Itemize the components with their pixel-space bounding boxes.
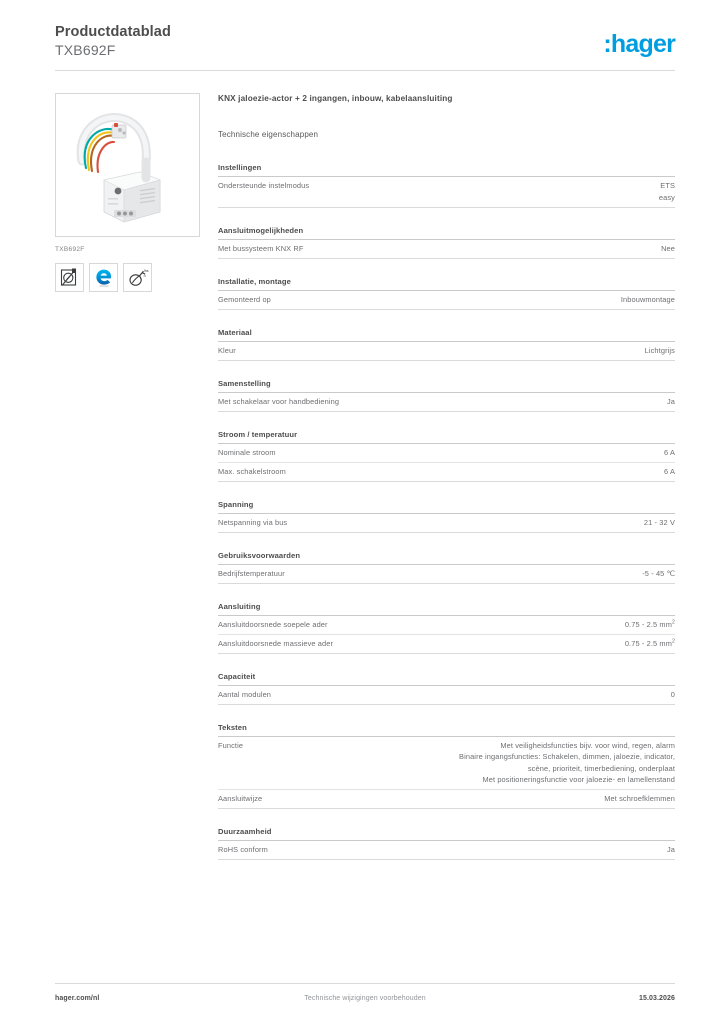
spec-label: Netspanning via bus xyxy=(218,517,288,527)
spec-label: Aansluitdoorsnede massieve ader xyxy=(218,638,334,648)
spec-row xyxy=(218,737,675,791)
section-heading: Spanning xyxy=(218,499,254,509)
spec-label: Max. schakelstroom xyxy=(218,466,286,476)
spec-label: Met schakelaar voor handbediening xyxy=(218,396,340,406)
spec-label: Gemonteerd op xyxy=(218,294,271,304)
spec-value-line: Inbouwmontage xyxy=(620,294,675,304)
svg-text:n: n xyxy=(143,273,146,278)
spec-label: Kleur xyxy=(218,345,236,355)
section-heading: Samenstelling xyxy=(218,378,271,388)
spec-value xyxy=(628,568,675,580)
spec-value xyxy=(611,638,675,650)
spec-value xyxy=(645,180,675,203)
footer-date: 15.03.2026 xyxy=(638,995,675,1002)
spec-value xyxy=(590,793,675,805)
spec-label: Aansluitdoorsnede soepele ader xyxy=(218,619,328,629)
section-heading: Teksten xyxy=(218,722,247,732)
specification-section xyxy=(218,378,675,412)
spec-value-line: Met veiligheidsfuncties bijv. voor wind, regen, alarm xyxy=(500,740,675,750)
spec-value-line: Met positioneringsfunctie voor jaloezie- en lamellenstand xyxy=(482,775,675,784)
section-heading: Materiaal xyxy=(218,327,252,337)
spec-row xyxy=(218,616,675,635)
section-heading: Aansluiting xyxy=(218,601,261,611)
spec-row xyxy=(218,565,675,584)
spec-value-line: Nee xyxy=(661,243,675,253)
section-heading: Duurzaamheid xyxy=(218,827,272,836)
spec-label: Ondersteunde instelmodus xyxy=(218,181,310,190)
spec-value-line: scène, prioriteit, timerbediening, onderplaat xyxy=(527,763,675,773)
spec-row xyxy=(218,635,675,654)
specification-section xyxy=(218,276,675,310)
spec-value xyxy=(630,517,675,529)
spec-label: Bedrijfstemperatuur xyxy=(218,568,285,578)
section-heading: Capaciteit xyxy=(218,671,256,681)
page-header xyxy=(55,24,675,70)
specification-sections xyxy=(218,162,675,860)
specification-section xyxy=(218,162,675,208)
spec-value xyxy=(650,466,675,478)
spec-label: Aansluitwijze xyxy=(218,794,263,803)
spec-value-line: ETS xyxy=(660,181,675,190)
spec-label: Nominale stroom xyxy=(218,447,276,457)
spec-value-line: Binaire ingangsfuncties: Schakelen, dimmen, jaloezie, indicator, xyxy=(459,752,675,761)
specification-section xyxy=(218,601,675,654)
product-reference: TXB692F xyxy=(55,42,116,58)
spec-value xyxy=(657,689,675,701)
spec-row xyxy=(218,686,675,705)
spec-row xyxy=(218,463,675,482)
spec-value xyxy=(631,345,675,357)
section-heading: Gebruiksvoorwaarden xyxy=(218,550,301,560)
product-image-caption: TXB692F xyxy=(55,246,85,253)
feature-icon-row xyxy=(55,263,200,292)
product-image-box xyxy=(55,93,200,237)
spec-value-line: 21 - 32 V xyxy=(643,517,675,527)
specification-section xyxy=(218,225,675,259)
spec-row xyxy=(218,393,675,412)
section-heading: Stroom / temperatuur xyxy=(218,429,298,439)
spec-label: Aantal modulen xyxy=(218,689,272,699)
spec-value-line: 0.75 - 2.5 $mm^2$ xyxy=(624,638,675,648)
spec-row xyxy=(218,342,675,361)
page-title: Productdatablad xyxy=(55,24,171,40)
spec-row xyxy=(218,514,675,533)
hager-logo: :hager xyxy=(603,30,675,58)
spec-value xyxy=(607,294,675,306)
specification-section xyxy=(218,429,675,482)
footer-disclaimer: Technische wijzigingen voorbehouden xyxy=(304,995,426,1002)
spec-value-line: Ja xyxy=(666,845,675,854)
spec-value xyxy=(653,844,675,856)
spec-row xyxy=(218,790,675,809)
spec-value xyxy=(611,619,675,631)
spec-row xyxy=(218,841,675,860)
spec-row xyxy=(218,240,675,259)
specifications-column xyxy=(218,93,675,860)
product-media-column xyxy=(55,93,200,292)
product-name: KNX jaloezie-actor + 2 ingangen, inbouw, kabelaansluiting xyxy=(218,94,453,103)
technical-properties-title: Technische eigenschappen xyxy=(218,130,319,139)
footer-website[interactable]: hager.com/nl xyxy=(55,995,100,1002)
svg-text:Jhs: Jhs xyxy=(142,268,149,273)
spec-label: Functie xyxy=(218,740,244,750)
spec-value-line: Lichtgrijs xyxy=(644,345,675,355)
spec-value-line: -5 - 45 ℃ xyxy=(642,568,675,578)
spec-value-line: easy xyxy=(658,192,675,202)
specification-section xyxy=(218,550,675,584)
specification-section xyxy=(218,327,675,361)
spec-label: Met bussysteem KNX RF xyxy=(218,243,304,253)
spec-value-line: 6 A xyxy=(663,447,675,457)
specification-section xyxy=(218,499,675,533)
specification-section xyxy=(218,826,675,860)
spec-value xyxy=(445,740,675,786)
spec-value-line: Met schroefklemmen xyxy=(604,794,675,803)
spec-value-line: 0.75 - 2.5 $mm^2$ xyxy=(624,619,675,629)
manual-operation-icon xyxy=(123,263,152,292)
specification-section xyxy=(218,722,675,810)
section-heading: Aansluitmogelijkheden xyxy=(218,225,304,235)
page-footer xyxy=(55,995,675,1002)
specification-section xyxy=(218,671,675,705)
no-rf-icon xyxy=(55,263,84,292)
spec-row xyxy=(218,444,675,463)
spec-row xyxy=(218,291,675,310)
footer-divider xyxy=(55,983,675,984)
spec-value-line: Ja xyxy=(666,396,675,406)
section-heading: Instellingen xyxy=(218,163,262,172)
spec-value xyxy=(653,396,675,408)
product-photo xyxy=(56,94,200,237)
spec-row xyxy=(218,177,675,208)
spec-value-line: 0 xyxy=(670,689,675,699)
easy-logo-icon xyxy=(89,263,118,292)
spec-label: RoHS conform xyxy=(218,845,268,854)
spec-value xyxy=(647,243,675,255)
section-heading: Installatie, montage xyxy=(218,276,291,286)
header-divider xyxy=(55,70,675,71)
spec-value xyxy=(650,447,675,459)
spec-value-line: 6 A xyxy=(663,466,675,476)
